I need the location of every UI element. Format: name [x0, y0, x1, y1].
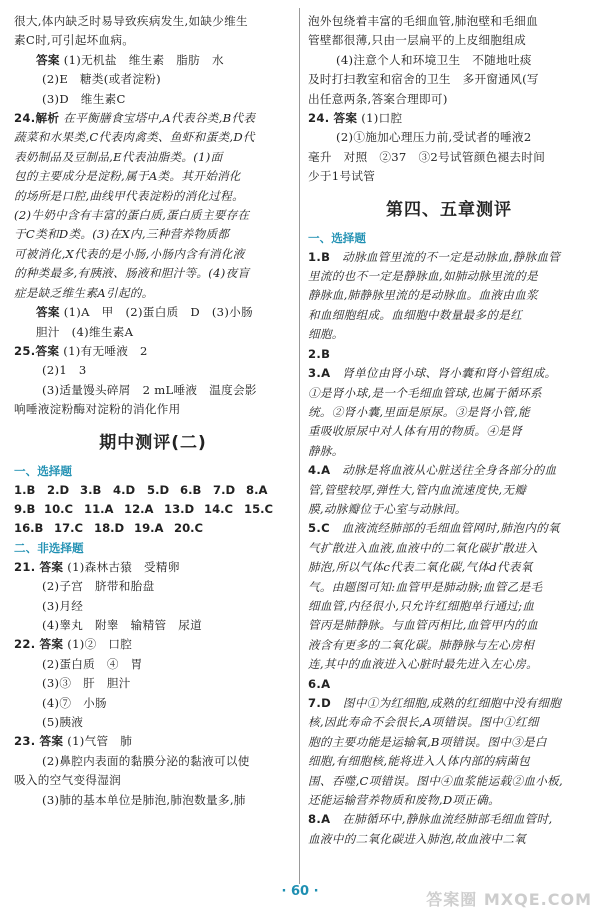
mc-answer-row: 9.B 10.C 11.A 12.A 13.D 14.C 15.C: [14, 501, 274, 516]
text-line: 出任意两条,答案合理即可): [308, 91, 448, 106]
answer-line: 响唾液淀粉酶对淀粉的消化作用: [14, 402, 181, 417]
answer-line: 吸入的空气变得湿润: [14, 773, 122, 788]
answer-line: (4)⑦ 小肠: [42, 695, 107, 710]
analysis-line: 胞的主要功能是运输氧,B项错误。图中③是白: [308, 734, 547, 749]
answer-line: 答案 (1)无机盐 维生素 脂肪 水: [36, 52, 224, 67]
analysis-line: 连,其中的血液进入心脏时最先进入左心房。: [308, 657, 538, 672]
answer-line: (3)③ 肝 胆汁: [42, 676, 131, 691]
answer-line: (3)适量馒头碎屑 2 mL唾液 温度会影: [42, 382, 257, 397]
question-23: 23. 答案 (1)气管 肺: [14, 734, 133, 749]
answer-line: (2)E 糖类(或者淀粉): [42, 72, 161, 87]
question-24: 24.解析 在平衡膳食宝塔中,A代表谷类,B代表: [14, 111, 256, 126]
section-heading: 第四、五章测评: [386, 199, 512, 220]
analysis-line: 还能运输营养物质和废物,D项正确。: [308, 793, 500, 808]
analysis-line: 肺泡,所以气体c代表二氧化碳,气体d代表氧: [308, 560, 533, 575]
page-number: · 60 ·: [281, 884, 319, 899]
answer-line: (3)月经: [42, 598, 84, 613]
mc-answer-row: 16.B 17.C 18.D 19.A 20.C: [14, 521, 204, 536]
analysis-line: 气扩散进入血液,血液中的二氧化碳扩散进入: [308, 540, 538, 555]
mc-answer-row: 1.B 2.D 3.B 4.D 5.D 6.B 7.D 8.A: [14, 482, 268, 497]
answer-line: (2)蛋白质 ④ 胃: [42, 656, 143, 671]
answer-line: (3)D 维生素C: [42, 91, 126, 106]
analysis-line: (2)牛奶中含有丰富的蛋白质,蛋白质主要存在: [14, 208, 250, 223]
question-22: 22. 答案 (1)② 口腔: [14, 637, 133, 652]
analysis-line: 的种类最多,有胰液、肠液和胆汁等。(4)夜盲: [14, 266, 250, 281]
item-6: 6.A: [308, 676, 331, 691]
text-line: 及时打扫教室和宿舍的卫生 多开窗通风(写: [308, 72, 539, 87]
section-subheading: 二、非选择题: [14, 540, 84, 555]
analysis-line: 围、吞噬,C项错误。图中④血浆能运载②血小板,: [308, 773, 564, 788]
item-8: 8.A 在肺循环中,静脉血流经肺部毛细血管时,: [308, 812, 553, 827]
analysis-line: 液含有更多的二氧化碳。肺静脉与左心房相: [308, 637, 534, 652]
answer-line: (2)1 3: [42, 363, 87, 378]
answer-line: 答案 (1)A 甲 (2)蛋白质 D (3)小肠: [36, 305, 253, 320]
analysis-line: 细血管,内径很小,只允许红细胞单行通过;血: [308, 598, 535, 613]
analysis-line: 气。由题图可知:血管甲是肺动脉;血管乙是毛: [308, 579, 543, 594]
answer-line: 毫升 对照 ②37 ③2号试管颜色褪去时间: [308, 149, 546, 164]
analysis-line: 蔬菜和水果类,C代表肉禽类、鱼虾和蛋类,D代: [14, 130, 255, 145]
item-1: 1.B 动脉血管里流的不一定是动脉血,静脉血管: [308, 249, 561, 264]
intro-line: 素C时,可引起坏血病。: [14, 33, 135, 48]
answer-line: 少于1号试管: [308, 169, 376, 184]
analysis-line: 里流的也不一定是静脉血,如肺动脉里流的是: [308, 269, 538, 284]
answer-line: (3)肺的基本单位是肺泡,肺泡数量多,肺: [42, 792, 246, 807]
question-25: 25.答案 (1)有无唾液 2: [14, 343, 148, 358]
text-line: 泡外包绕着丰富的毛细血管,肺泡壁和毛细血: [308, 14, 538, 28]
text-line: 管壁都很薄,只由一层扁平的上皮细胞组成: [308, 33, 527, 48]
analysis-line: 于C类和D类。(3)在X内,三种营养物质都: [14, 227, 230, 242]
item-2: 2.B: [308, 346, 331, 361]
right-column: [308, 12, 590, 849]
analysis-line: 统。②肾小囊,里面是原尿。③是肾小管,能: [308, 404, 531, 419]
analysis-line: 细胞,有细胞核,能将进入人体内部的病菌包: [308, 754, 531, 769]
answer-line: (4)睾丸 附睾 输精管 尿道: [42, 617, 203, 632]
analysis-line: 症是缺乏维生素A引起的。: [14, 285, 154, 300]
item-4: 4.A 动脉是将血液从心脏送往全身各部分的血: [308, 463, 557, 478]
section-subheading: 一、选择题: [308, 230, 366, 245]
analysis-line: 血液中的二氧化碳进入肺泡,故血液中二氧: [308, 831, 527, 846]
section-subheading: 一、选择题: [14, 463, 72, 478]
analysis-line: 细胞。: [308, 327, 344, 342]
analysis-line: 静脉血,肺静脉里流的是动脉血。血液由血浆: [308, 288, 538, 303]
answer-line: 胆汁 (4)维生素A: [36, 324, 134, 339]
left-column: [14, 12, 292, 810]
item-7: 7.D 图中①为红细胞,成熟的红细胞中没有细胞: [308, 696, 561, 710]
answer-line: (5)胰液: [42, 715, 84, 729]
analysis-line: 重吸收原尿中对人体有用的物质。④是肾: [308, 424, 523, 439]
analysis-line: 核,因此寿命不会很长,A项错误。图中①红细: [308, 715, 539, 730]
analysis-line: 表奶制品及豆制品,E代表油脂类。(1)面: [14, 149, 223, 164]
analysis-line: 可被消化,X代表的是小肠,小肠内含有消化液: [14, 246, 245, 261]
analysis-line: 的场所是口腔,曲线甲代表淀粉的消化过程。: [14, 188, 244, 203]
answer-line: (2)①施加心理压力前,受试者的唾液2: [336, 130, 532, 145]
item-5: 5.C 血液流经肺部的毛细血管网时,肺泡内的氧: [308, 521, 560, 536]
analysis-line: 管,管壁较厚,弹性大,管内血流速度快,无瓣: [308, 482, 527, 497]
text-line: (4)注意个人和环境卫生 不随地吐痰: [336, 52, 532, 67]
watermark-logo: 答案圈 MXQE.COM: [426, 890, 592, 909]
question-21: 21. 答案 (1)森林古猿 受精卵: [14, 559, 180, 574]
answer-line: (2)鼻腔内表面的黏膜分泌的黏液可以使: [42, 753, 250, 768]
analysis-line: 静脉。: [308, 443, 344, 458]
analysis-line: ①是肾小球,是一个毛细血管球,也属于循环系: [308, 385, 542, 400]
item-3: 3.A 肾单位由肾小球、肾小囊和肾小管组成。: [308, 366, 557, 381]
analysis-line: 管丙是肺静脉。与血管丙相比,血管甲内的血: [308, 618, 538, 633]
intro-line: 很大,体内缺乏时易导致疾病发生,如缺少维生: [14, 14, 248, 28]
analysis-line: 膜,动脉瓣位于心室与动脉间。: [308, 501, 467, 516]
analysis-line: 和血细胞组成。血细胞中数量最多的是红: [308, 307, 523, 322]
section-heading: 期中测评(二): [99, 432, 207, 453]
answer-line: (2)子宫 脐带和胎盘: [42, 579, 155, 594]
analysis-line: 包的主要成分是淀粉,属于A类。其开始消化: [14, 169, 241, 184]
question-24: 24. 答案 (1)口腔: [308, 111, 403, 126]
column-divider: [299, 8, 300, 884]
